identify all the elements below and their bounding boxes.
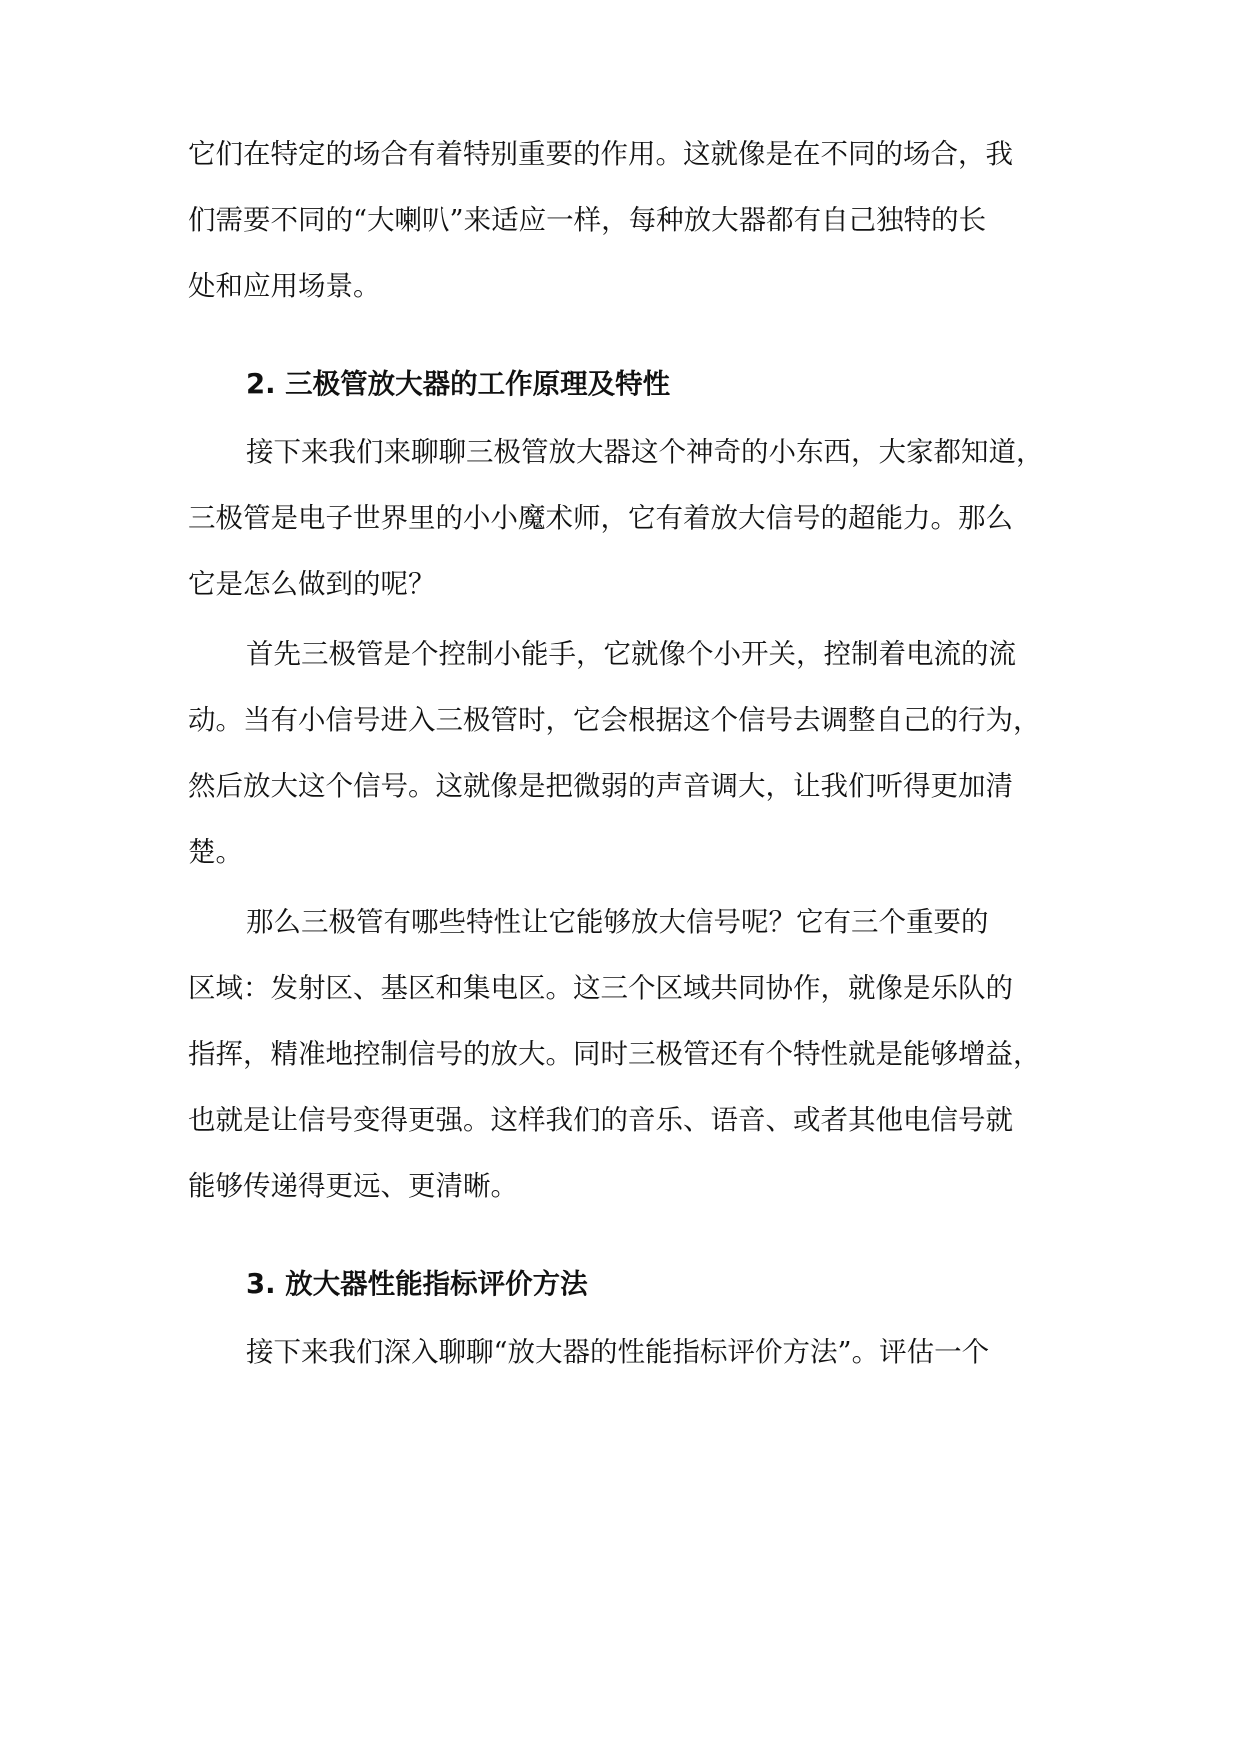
paragraph-line: 们需要不同的“大喇叭”来适应一样，每种放大器都有自己独特的长 <box>188 204 987 236</box>
paragraph-line: 楚。 <box>188 836 243 868</box>
paragraph-line: 那么三极管有哪些特性让它能够放大信号呢？它有三个重要的 <box>246 906 989 938</box>
paragraph-line: 接下来我们来聊聊三极管放大器这个神奇的小东西，大家都知道， <box>246 436 1044 468</box>
section-heading-2: 2. 三极管放大器的工作原理及特性 <box>246 368 671 400</box>
paragraph-line: 动。当有小信号进入三极管时，它会根据这个信号去调整自己的行为， <box>188 704 1041 736</box>
section-heading-3: 3. 放大器性能指标评价方法 <box>246 1268 588 1300</box>
paragraph-line: 区域：发射区、基区和集电区。这三个区域共同协作，就像是乐队的 <box>188 972 1013 1004</box>
paragraph-line: 接下来我们深入聊聊“放大器的性能指标评价方法”。评估一个 <box>246 1336 990 1368</box>
paragraph-line: 指挥，精准地控制信号的放大。同时三极管还有个特性就是能够增益， <box>188 1038 1041 1070</box>
paragraph-line: 它是怎么做到的呢？ <box>188 568 436 600</box>
paragraph-line: 然后放大这个信号。这就像是把微弱的声音调大，让我们听得更加清 <box>188 770 1013 802</box>
paragraph-line: 处和应用场景。 <box>188 270 381 302</box>
paragraph-line: 也就是让信号变得更强。这样我们的音乐、语音、或者其他电信号就 <box>188 1104 1013 1136</box>
paragraph-line: 三极管是电子世界里的小小魔术师，它有着放大信号的超能力。那么 <box>188 502 1013 534</box>
paragraph-line: 能够传递得更远、更清晰。 <box>188 1170 518 1202</box>
paragraph-line: 它们在特定的场合有着特别重要的作用。这就像是在不同的场合，我 <box>188 138 1013 170</box>
paragraph-line: 首先三极管是个控制小能手，它就像个小开关，控制着电流的流 <box>246 638 1016 670</box>
